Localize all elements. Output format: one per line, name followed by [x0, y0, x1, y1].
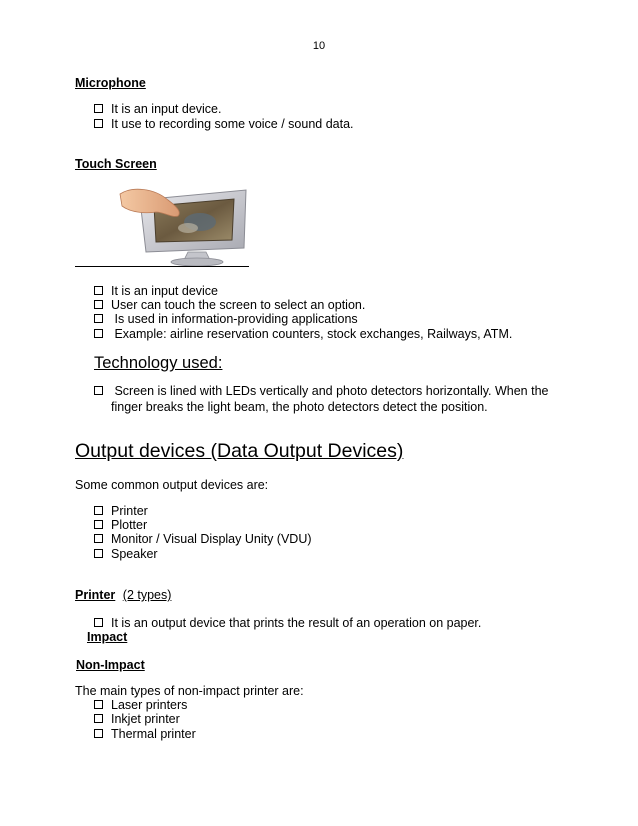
checkbox-bullet-icon: [94, 386, 103, 395]
printer-heading-line: [75, 588, 171, 602]
list-item-continuation: finger breaks the light beam, the photo detectors detect the position.: [111, 400, 488, 414]
list-item: [94, 547, 158, 561]
touch-screen-heading: Touch Screen: [75, 157, 157, 171]
checkbox-bullet-icon: [94, 520, 103, 529]
printer-heading: Printer: [75, 588, 116, 602]
list-item: [94, 532, 312, 546]
non-impact-heading: Non-Impact: [76, 658, 145, 672]
technology-used-heading: Technology used:: [94, 354, 223, 372]
list-item-text: It is an input device: [111, 284, 219, 298]
microphone-heading: Microphone: [75, 76, 146, 90]
list-item-text: Inkjet printer: [111, 712, 180, 726]
list-item: [94, 727, 196, 741]
divider-line: [75, 266, 249, 267]
checkbox-bullet-icon: [94, 104, 103, 113]
list-item-text: It is an output device that prints the result of an operation on paper.: [111, 616, 482, 630]
list-item-text: Screen is lined with LEDs vertically and photo detectors horizontally. When the: [111, 384, 549, 398]
checkbox-bullet-icon: [94, 729, 103, 738]
checkbox-bullet-icon: [94, 119, 103, 128]
list-item-text: Speaker: [111, 547, 158, 561]
list-item: [94, 698, 187, 712]
list-item: [94, 102, 221, 116]
list-item-text: Monitor / Visual Display Unity (VDU): [111, 532, 312, 546]
checkbox-bullet-icon: [94, 329, 103, 338]
list-item-text: It is an input device.: [111, 102, 222, 116]
list-item-text: User can touch the screen to select an option.: [111, 298, 366, 312]
list-item-text: Laser printers: [111, 698, 188, 712]
printer-types: (2 types): [122, 588, 172, 602]
touch-screen-monitor-illustration: [118, 182, 253, 268]
list-item: [94, 312, 358, 326]
checkbox-bullet-icon: [94, 300, 103, 309]
list-item: [94, 327, 512, 341]
impact-heading: Impact: [87, 630, 128, 644]
list-item-text: Example: airline reservation counters, stock exchanges, Railways, ATM.: [111, 327, 513, 341]
checkbox-bullet-icon: [94, 714, 103, 723]
list-item-text: Printer: [111, 504, 148, 518]
list-item: [94, 504, 148, 518]
list-item: [94, 298, 365, 312]
list-item: [94, 117, 354, 131]
checkbox-bullet-icon: [94, 314, 103, 323]
list-item-text: Thermal printer: [111, 727, 196, 741]
list-item-text: Is used in information-providing applications: [111, 312, 358, 326]
checkbox-bullet-icon: [94, 286, 103, 295]
output-devices-heading: Output devices (Data Output Devices): [75, 440, 404, 462]
list-item-text: It use to recording some voice / sound data.: [111, 117, 354, 131]
list-item: [94, 518, 147, 532]
output-devices-intro: Some common output devices are:: [75, 478, 269, 492]
list-item: [94, 284, 218, 298]
checkbox-bullet-icon: [94, 534, 103, 543]
list-item: [94, 712, 180, 726]
checkbox-bullet-icon: [94, 549, 103, 558]
list-item: [94, 616, 481, 630]
list-item-text: Plotter: [111, 518, 148, 532]
checkbox-bullet-icon: [94, 700, 103, 709]
page-number: 10: [312, 40, 326, 52]
non-impact-intro: The main types of non-impact printer are:: [75, 684, 304, 698]
checkbox-bullet-icon: [94, 618, 103, 627]
list-item: [94, 384, 549, 398]
checkbox-bullet-icon: [94, 506, 103, 515]
